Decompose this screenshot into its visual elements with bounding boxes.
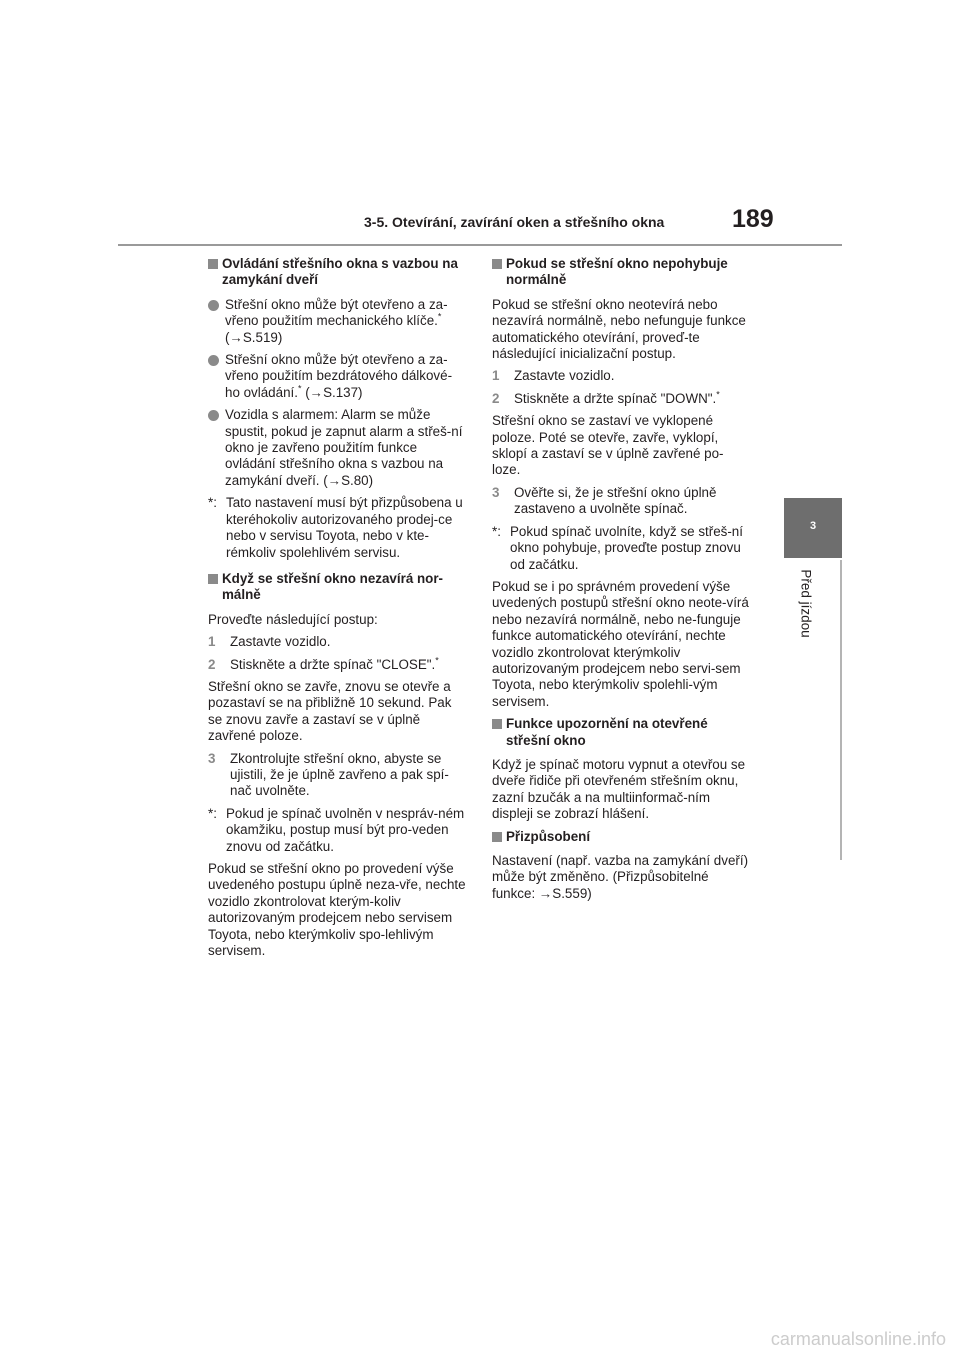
footnote-marker: *: xyxy=(492,523,501,539)
step-text: Zkontrolujte střešní okno, abyste se ujistili, že je úplně zavřeno a pak spí-nač uvolněte. xyxy=(230,750,449,799)
chapter-tab-divider xyxy=(840,560,842,860)
bullet-item xyxy=(208,297,466,346)
section-heading xyxy=(208,256,466,289)
bullet-item xyxy=(208,352,466,401)
step-text: Zastavte vozidlo. xyxy=(514,368,615,384)
step-number: 1 xyxy=(208,634,216,650)
paragraph: Pokud se i po správném provedení výše uvedených postupů střešní okno neote-vírá nebo nezavírá normálně, nebo ne-funguje funkce automatického otevírání, nechte vozidlo zkontrolovat kterýmkoliv autorizovaným prodejcem nebo servi-sem Toyota, nebo kterýmkoliv spolehli-vým servisem. xyxy=(492,578,749,709)
section-heading-text: Přizpůsobení xyxy=(506,828,591,844)
step-text: Stiskněte a držte spínač "DOWN". xyxy=(514,390,717,406)
step-text: Zastavte vozidlo. xyxy=(230,634,331,650)
step-text: Ověřte si, že je střešní okno úplně zastaveno a uvolněte spínač. xyxy=(514,484,717,517)
section-heading xyxy=(208,571,466,604)
square-bullet-icon xyxy=(492,832,502,842)
footnote-text: Pokud je spínač uvolněn v nespráv-ném okamžiku, postup musí být pro-veden znovu od začátku. xyxy=(226,805,465,854)
paragraph: Nastavení (např. vazba na zamykání dveří) může být změněno. (Přizpůsobitelné funkce: →S.559) xyxy=(492,853,749,901)
chapter-number: 3 xyxy=(809,520,817,532)
section-heading-text: Ovládání střešního okna s vazbou na zamykání dveří xyxy=(222,256,458,288)
bullet-text: Vozidla s alarmem: Alarm se může spustit, pokud je zapnut alarm a střeš-ní okno je zavřeno použitím funkce ovládání střešního okna s vazbou na zamykání dveří. (→S.80) xyxy=(225,407,463,488)
page-reference: (→S.137) xyxy=(305,384,363,400)
footnote xyxy=(492,524,750,573)
step-number: 3 xyxy=(208,750,216,766)
circle-bullet-icon xyxy=(208,355,219,366)
paragraph: Proveďte následující postup: xyxy=(208,611,378,627)
footnote-asterisk: * xyxy=(297,383,302,394)
section-heading xyxy=(492,716,750,749)
square-bullet-icon xyxy=(208,259,218,269)
step-item xyxy=(492,485,750,518)
chapter-tab xyxy=(784,498,842,558)
step-number: 1 xyxy=(492,368,500,384)
page-number: 189 xyxy=(732,205,774,233)
circle-bullet-icon xyxy=(208,300,219,311)
step-number: 2 xyxy=(208,656,216,672)
bullet-text: Střešní okno může být otevřeno a za-vřeno použitím bezdrátového dálkové-ho ovládání. xyxy=(225,352,453,400)
step-item xyxy=(208,657,466,673)
footnote-asterisk: * xyxy=(435,655,439,666)
step-number: 2 xyxy=(492,390,500,406)
section-heading-text: Pokud se střešní okno nepohybuje normálně xyxy=(506,256,728,288)
footnote-text: Pokud spínač uvolníte, když se střeš-ní okno pohybuje, proveďte postup znovu od začátku. xyxy=(510,523,743,572)
watermark-text: carmanualsonline.info xyxy=(770,1329,946,1349)
paragraph: Střešní okno se zastaví ve vyklopené poloze. Poté se otevře, zavře, vyklopí, sklopí a zastaví se v úplně zavřené po-loze. xyxy=(492,413,724,478)
chapter-name-vertical xyxy=(796,566,816,646)
footnote xyxy=(208,495,466,561)
footnote-text: Tato nastavení musí být přizpůsobena u kteréhokoliv autorizovaného prodej-ce nebo v servisu Toyota, nebo v kte-rémkoliv spolehlivém servisu. xyxy=(226,495,463,560)
paragraph: Pokud se střešní okno neotevírá nebo nezavírá normálně, nebo nefunguje funkce automatického otevírání, proveď-te následující inicializační postup. xyxy=(492,296,746,362)
step-item xyxy=(208,634,466,650)
page-reference: (→S.519) xyxy=(225,329,283,345)
section-header-title: 3-5. Otevírání, zavírání oken a střešního okna xyxy=(364,214,665,230)
right-column xyxy=(492,256,750,908)
footnote-asterisk: * xyxy=(437,311,442,322)
section-heading xyxy=(492,829,750,845)
square-bullet-icon xyxy=(492,719,502,729)
chapter-name: Před jízdou xyxy=(798,569,814,638)
step-item xyxy=(208,751,466,800)
header-divider xyxy=(118,244,842,246)
footnote-asterisk: * xyxy=(716,389,720,400)
bullet-text: Střešní okno může být otevřeno a za-vřeno použitím mechanického klíče. xyxy=(225,296,448,329)
footnote xyxy=(208,806,466,855)
section-heading-text: Když se střešní okno nezavírá nor-málně xyxy=(222,570,444,603)
square-bullet-icon xyxy=(208,574,218,584)
bullet-item xyxy=(208,407,466,489)
paragraph: Střešní okno se zavře, znovu se otevře a pozastaví se na přibližně 10 sekund. Pak se znovu zavře a zastaví se v úplně zavřené poloze. xyxy=(208,678,452,744)
step-item xyxy=(492,391,750,407)
footnote-marker: *: xyxy=(208,495,217,511)
step-number: 3 xyxy=(492,484,500,500)
square-bullet-icon xyxy=(492,259,502,269)
paragraph: Když je spínač motoru vypnut a otevřou se dveře řidiče při otevřeném střešním oknu, zazní bzučák a na multiinformač-ním displeji se zobrazí hlášení. xyxy=(492,756,746,822)
paragraph: Pokud se střešní okno po provedení výše uvedeného postupu úplně neza-vře, nechte vozidlo zkontrolovat kterým-koliv autorizovaným prodejcem nebo servisem Toyota, nebo kterýmkoliv spo-lehlivým servisem. xyxy=(208,861,466,959)
step-item xyxy=(492,368,750,384)
left-column xyxy=(208,256,466,965)
circle-bullet-icon xyxy=(208,410,219,421)
section-heading-text: Funkce upozornění na otevřené střešní okno xyxy=(506,716,708,748)
section-heading xyxy=(492,256,750,289)
step-text: Stiskněte a držte spínač "CLOSE". xyxy=(230,656,436,672)
footnote-marker: *: xyxy=(208,805,217,821)
